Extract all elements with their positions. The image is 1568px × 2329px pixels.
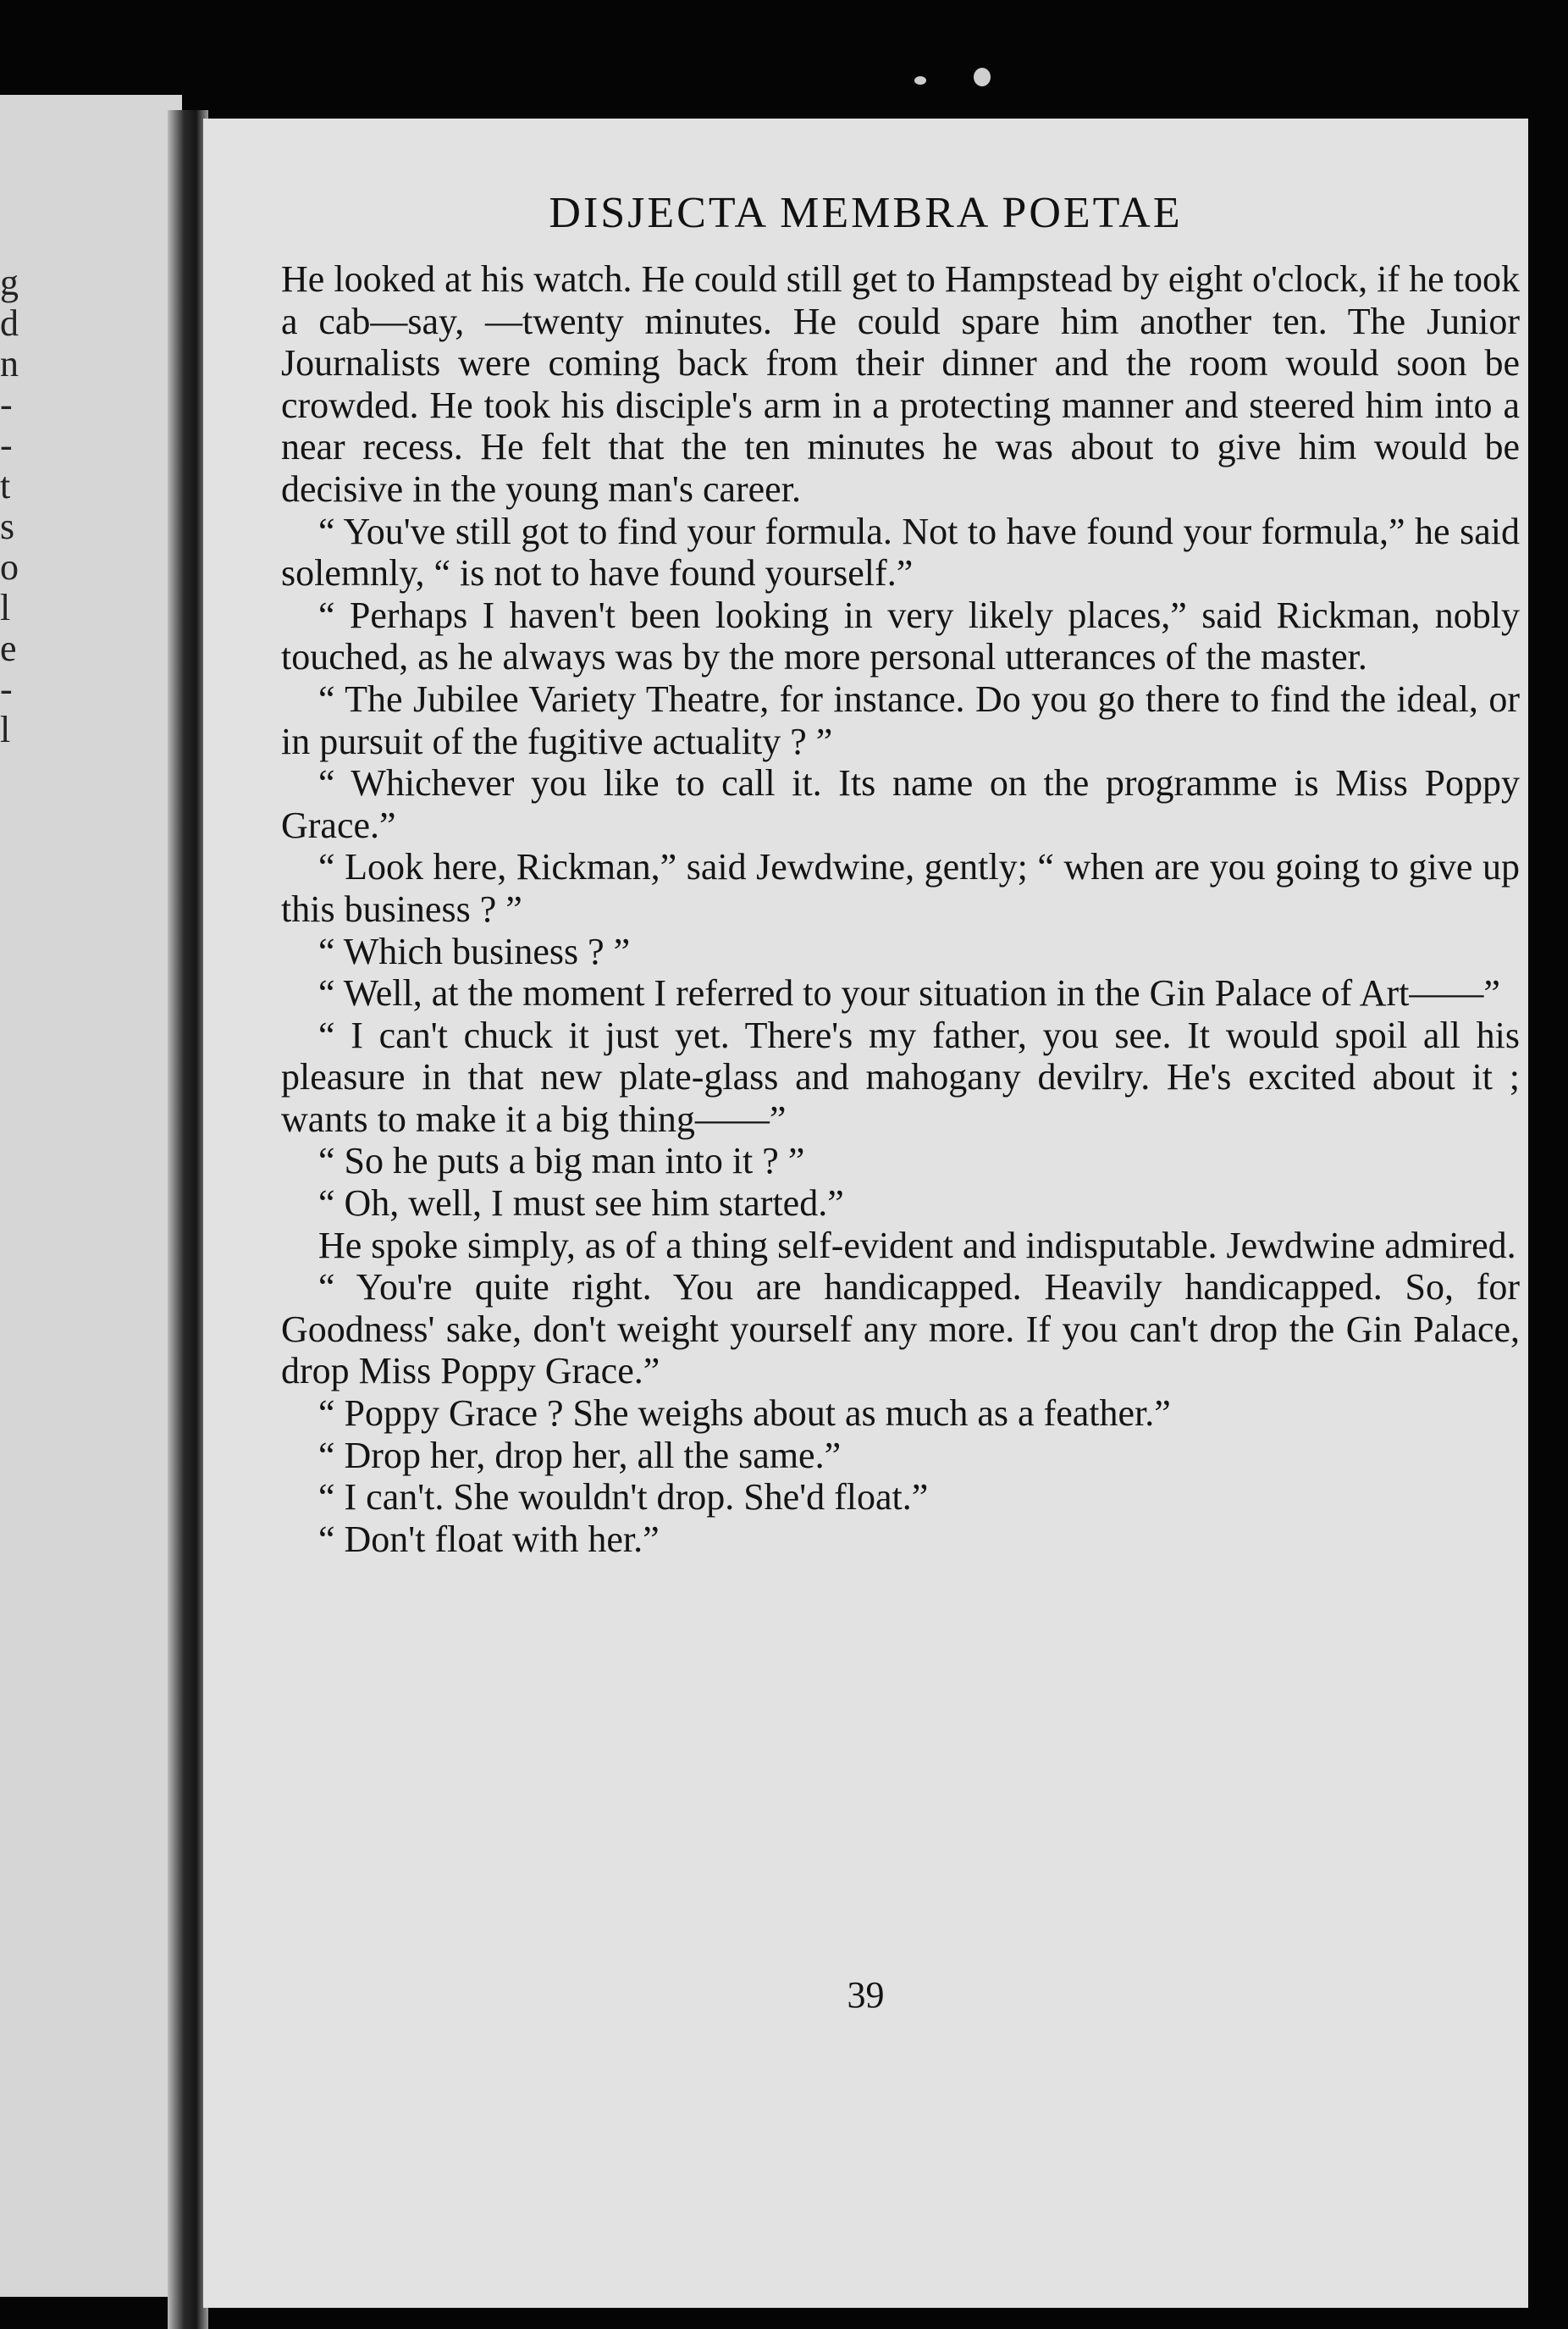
dialogue-paragraph: “ I can't chuck it just yet. There's my father, you see. It would spoil all his pleasure in that new plate-glass and mahogany devilry. He's excited about it ; wants to make it a big thing——” xyxy=(281,1014,1520,1140)
edge-letter: l xyxy=(0,709,11,750)
edge-letter: - xyxy=(0,668,13,710)
book-page xyxy=(203,119,1528,2308)
body-text xyxy=(281,258,1520,1560)
dialogue-paragraph: “ I can't. She wouldn't drop. She'd float.” xyxy=(318,1476,929,1519)
edge-letter: e xyxy=(0,628,17,669)
previous-page-edge xyxy=(0,95,182,2297)
dialogue-paragraph: “ So he puts a big man into it ? ” xyxy=(318,1140,805,1182)
dialogue-paragraph: “ Drop her, drop her, all the same.” xyxy=(318,1434,842,1476)
edge-letter: o xyxy=(0,546,19,588)
dialogue-paragraph: “ You've still got to find your formula. Not to have found your formula,” he said solemnly, “ is not to have found yourself.” xyxy=(281,510,1520,595)
dialogue-paragraph: “ The Jubilee Variety Theatre, for instance. Do you go there to find the ideal, or in pursuit of the fugitive actuality ? ” xyxy=(281,678,1520,762)
dialogue-paragraph: “ Well, at the moment I referred to your situation in the Gin Palace of Art——” xyxy=(318,972,1500,1015)
edge-letter: d xyxy=(0,302,19,344)
dialogue-paragraph: “ Perhaps I haven't been looking in very likely places,” said Rickman, nobly touched, as he always was by the more personal utterances of the master. xyxy=(281,594,1520,678)
dialogue-paragraph: “ Look here, Rickman,” said Jewdwine, gently; “ when are you going to give up this business ? ” xyxy=(281,846,1520,930)
running-head: DISJECTA MEMBRA POETAE xyxy=(549,189,1183,237)
dialogue-paragraph: He spoke simply, as of a thing self-evident and indisputable. Jewdwine admired. xyxy=(318,1224,1516,1266)
dialogue-paragraph: “ Whichever you like to call it. Its name on the programme is Miss Poppy Grace.” xyxy=(281,762,1520,846)
dialogue-paragraph: “ You're quite right. You are handicapped. Heavily handicapped. So, for Goodness' sake, don't weight yourself any more. If you can't drop the Gin Palace, drop Miss Poppy Grace.” xyxy=(281,1266,1520,1392)
edge-letter: n xyxy=(0,343,19,384)
edge-letter: t xyxy=(0,465,11,506)
page-number: 39 xyxy=(847,1974,885,2016)
scan-speck xyxy=(974,68,991,86)
dialogue-paragraph: “ Don't float with her.” xyxy=(318,1518,660,1560)
edge-letter: - xyxy=(0,424,13,466)
edge-letter: - xyxy=(0,384,13,425)
dialogue-paragraph: “ Oh, well, I must see him started.” xyxy=(318,1182,844,1225)
edge-letter: l xyxy=(0,587,11,628)
scan-speck xyxy=(914,76,926,85)
paragraph: He looked at his watch. He could still get to Hampstead by eight o'clock, if he took a cab—say, —twenty minutes. He could spare him another ten. The Junior Journalists were coming back from their dinner and the room would soon be crowded. He took his disciple's arm in a protecting manner and steered him into a near recess. He felt that the ten minutes he was about to give him would be decisive in the young man's career. xyxy=(281,258,1520,510)
dialogue-paragraph: “ Which business ? ” xyxy=(318,930,631,972)
edge-letter: s xyxy=(0,506,15,547)
edge-letter: g xyxy=(0,262,19,303)
dialogue-paragraph: “ Poppy Grace ? She weighs about as much as a feather.” xyxy=(318,1392,1171,1435)
book-gutter xyxy=(168,110,208,2329)
